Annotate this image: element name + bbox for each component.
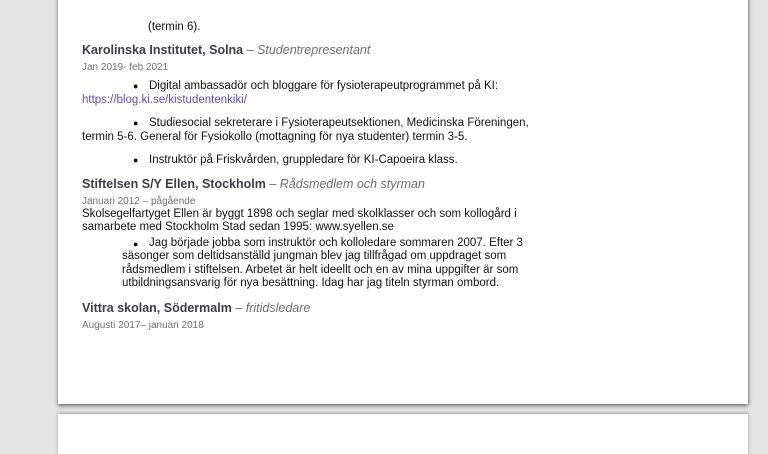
entry-role: Studentrepresentant — [257, 43, 371, 57]
bullet-text: Studiesocial sekreterare i Fysioterapeutsektionen, Medicinska Föreningen, termin 5-6. General för Fysiokollo (mottagning för nya studenter) termin 3-5. — [82, 117, 529, 143]
entry-role-separator: – — [265, 177, 280, 191]
list-item — [82, 79, 562, 107]
entry-bullet-list — [82, 237, 562, 291]
bullet-icon: ● — [133, 239, 139, 249]
entry-vittra — [82, 301, 562, 332]
entry-org: Karolinska Institutet, Solna — [82, 43, 244, 57]
entry-bullet-list — [82, 79, 562, 167]
blog-link[interactable]: https://blog.ki.se/kistudentenkiki/ — [82, 94, 247, 106]
bullet-icon: ● — [133, 155, 139, 165]
carry-over-text: (termin 6). — [148, 21, 201, 33]
next-document-page — [58, 414, 748, 454]
bullet-text: Instruktör på Friskvården, gruppledare för KI-Capoeira klass. — [149, 154, 458, 166]
entry-description: Skolsegelfartyget Ellen är byggt 1898 och seglar med skolklasser och som kollogård i samarbete med Stockholm Stad sedan 1995: www.syellen.se — [82, 208, 517, 233]
bullet-text: Jag började jobba som instruktör och kolloledare sommaren 2007. Efter 3 säsonger som deltidsanställd jungman blev jag tillfrågad om uppdraget som rådsmedlem i stiftelsen. Arbetet är helt ideellt och en av mina uppgifter är som utbildningsansvarig för nya besättning. Idag har jag titeln styrman ombord. — [122, 237, 523, 290]
bullet-icon: ● — [133, 118, 139, 128]
entry-stiftelsen — [82, 177, 562, 291]
entry-karolinska — [82, 43, 562, 167]
entry-role: fritidsledare — [245, 300, 311, 315]
entry-role-separator: – — [243, 43, 258, 57]
list-item — [82, 116, 562, 144]
entry-org: Vittra skolan, Södermalm — [82, 300, 232, 315]
entry-heading — [82, 301, 562, 316]
bullet-icon: ● — [133, 81, 139, 91]
entry-heading — [82, 177, 562, 192]
entry-heading — [82, 43, 562, 58]
list-item — [82, 153, 562, 167]
entry-dates: Jan 2019- feb 2021 — [82, 62, 169, 73]
bullet-text: Digital ambassadör och bloggare för fysioterapeutprogrammet på KI: — [149, 80, 499, 92]
entry-org: Stiftelsen S/Y Ellen, Stockholm — [82, 177, 266, 191]
entry-role: Rådsmedlem och styrman — [279, 177, 425, 191]
entry-dates: Augusti 2017– januari 2018 — [82, 319, 204, 331]
entry-role-separator: – — [231, 300, 246, 315]
cv-content — [82, 0, 562, 332]
list-item — [82, 237, 562, 291]
entry-dates: Januari 2012 – pågående — [82, 196, 196, 207]
